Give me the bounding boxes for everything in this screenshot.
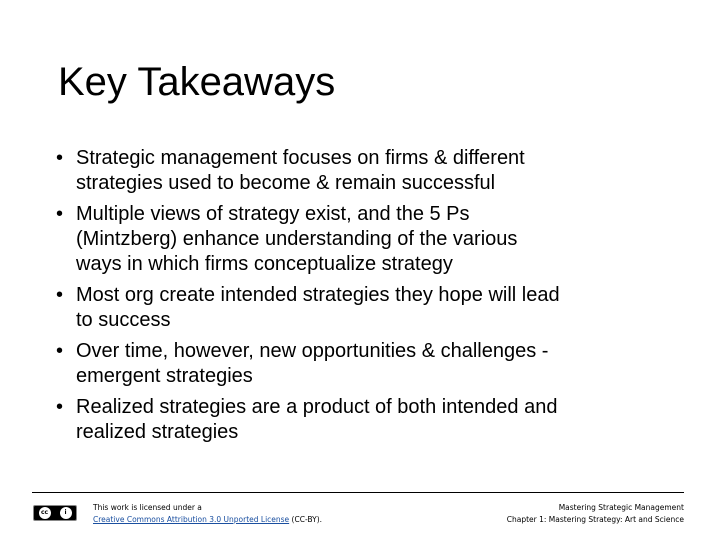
book-info	[507, 502, 684, 526]
slide-title: Key Takeaways	[58, 60, 336, 104]
bullet-icon: •	[56, 284, 64, 306]
bullet-line: strategies used to become & remain successful	[76, 172, 496, 194]
license-link[interactable]: Creative Commons Attribution 3.0 Unported License	[93, 515, 290, 524]
creative-commons-badge-icon[interactable]	[33, 505, 77, 521]
bullet-line: emergent strategies	[76, 365, 253, 387]
license-notice	[93, 502, 322, 526]
bullet-icon: •	[56, 340, 64, 362]
bullet-item	[56, 202, 676, 277]
bullet-item	[56, 283, 676, 333]
book-title: Mastering Strategic Management	[558, 503, 684, 512]
bullet-line: Most org create intended strategies they hope will lead	[76, 284, 560, 306]
footer-divider	[32, 492, 684, 493]
bullet-line: to success	[76, 309, 171, 331]
cc-logo-icon: cc	[39, 507, 51, 519]
bullet-item	[56, 395, 676, 445]
license-prefix: This work is licensed under a	[93, 503, 202, 512]
bullet-line: (Mintzberg) enhance understanding of the various	[76, 228, 518, 250]
bullet-icon: •	[56, 396, 64, 418]
bullet-icon: •	[56, 203, 64, 225]
bullet-item	[56, 146, 676, 196]
bullet-line: Over time, however, new opportunities & challenges -	[76, 340, 549, 362]
bullet-line: Multiple views of strategy exist, and the 5 Ps	[76, 203, 470, 225]
bullet-item	[56, 339, 676, 389]
bullet-line: Realized strategies are a product of both intended and	[76, 396, 558, 418]
chapter-title: Chapter 1: Mastering Strategy: Art and Science	[506, 515, 684, 524]
license-line	[93, 514, 322, 526]
takeaways-list	[56, 146, 676, 451]
attribution-icon: i	[60, 507, 72, 519]
bullet-line: Strategic management focuses on firms & different	[76, 147, 525, 169]
license-suffix: (CC-BY).	[289, 515, 323, 524]
bullet-icon: •	[56, 147, 64, 169]
bullet-line: ways in which firms conceptualize strategy	[76, 253, 453, 275]
bullet-line: realized strategies	[76, 421, 239, 443]
